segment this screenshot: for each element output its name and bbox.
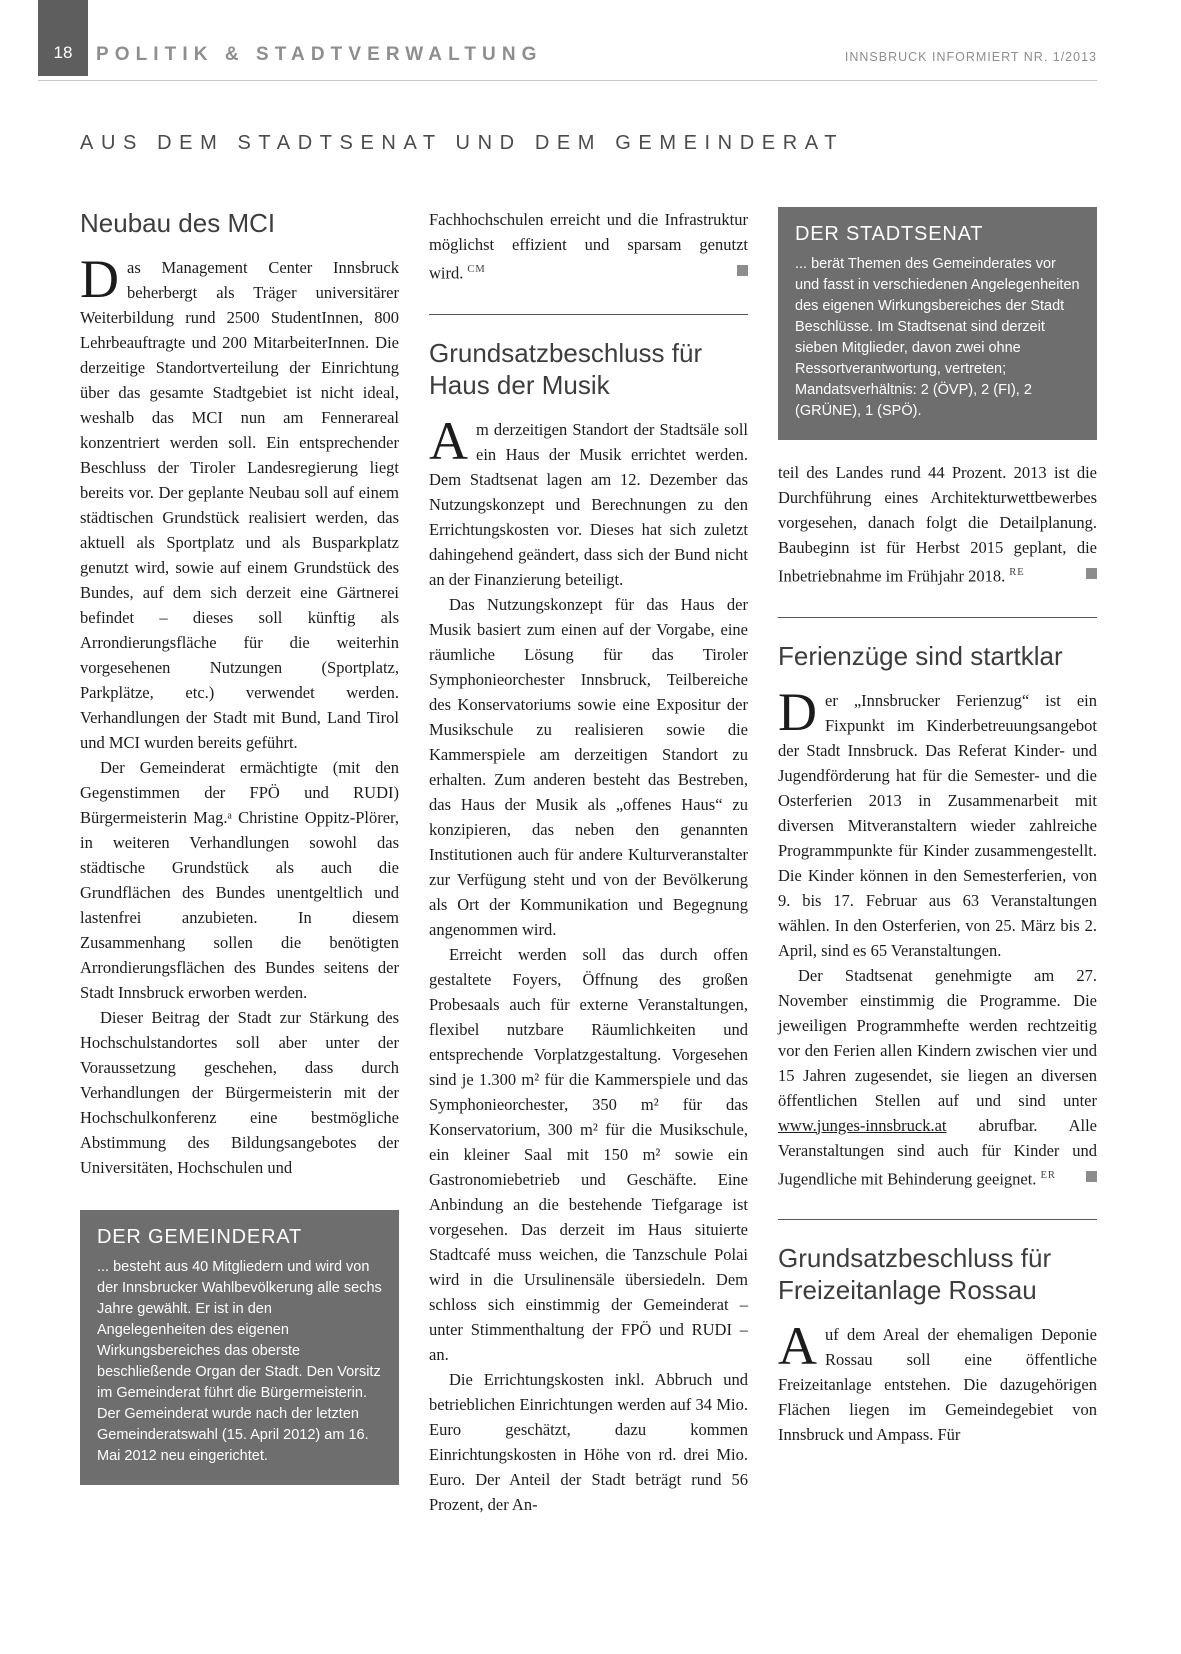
paragraph [429, 942, 748, 1367]
infobox-body: ... besteht aus 40 Mitgliedern und wird von der Innsbrucker Wahlbevölkerung alle sechs Jahre gewählt. Er ist in den Angelegenheiten des eigenen Wirkungsbereiches das oberste beschließende Organ der Stadt. Den Vorsitz im Gemeinderat führt die Bürgermeisterin. Der Gemeinderat wurde nach der letzten Gemeinderatswahl (15. April 2012) am 16. Mai 2012 neu eingerichtet. [97, 1259, 382, 1464]
paragraph [778, 681, 1097, 963]
dropcap-letter: A [429, 410, 468, 471]
article-title-rossau: Grundsatzbeschluss für Freizeitanlage Rossau [778, 1243, 1052, 1305]
paragraph-text: as Management Center Innsbruck beherbergt als Träger universitärer Weiterbildung rund 2500 StudentInnen, 800 Lehrbeauftragte und 200 MitarbeiterInnen. Die derzeitige Standortverteilung der Einrichtung über das gesamte Stadtgebiet ist nicht ideal, weshalb das MCI nun am Fennerareal konzentriert werden soll. Ein entsprechender Beschluss der Tiroler Landesregierung liegt bereits vor. Der geplante Neubau soll auf einem städtischen Grundstück realisiert werden, das aktuell als Sportplatz und als Busparkplatz genutzt wird, sowie auf einem Grundstück des Bundes, auf dem sich derzeit eine Gärtnerei befindet – dieses soll künftig als Arrondierungsfläche für die weiterhin vorgesehenen Nutzungen (Sportplatz, Parkplätze, etc.) verwendet werden. Verhandlungen der Stadt mit Bund, Land Tirol und MCI wurden bereits geführt. [80, 258, 399, 752]
infobox-gemeinderat [80, 1210, 399, 1485]
paragraph-text: uf dem Areal der ehemaligen Deponie Rossau soll eine öffentliche Freizeitanlage entstehen. Die dazugehörigen Flächen liegen im Gemeindegebiet von Innsbruck und Ampass. Für [778, 1325, 1097, 1444]
paragraph-text: er „Innsbrucker Ferienzug“ ist ein Fixpunkt im Kinderbetreuungsangebot der Stadt Innsbruck. Das Referat Kinder- und Jugendförderung hat für die Semester- und die Osterferien 2013 in Zusammenarbeit mit diversen Mitveranstaltern wieder zahlreiche Programmpunkte für Kinder zusammengestellt. Die Kinder können in den Semesterferien, von 9. bis 17. Februar aus 63 Veranstaltungen wählen. In den Osterferien, von 25. März bis 2. April, sind es 65 Veranstaltungen. [778, 690, 1097, 960]
paragraph-text: Das Nutzungskonzept für das Haus der Musik basiert zum einen auf der Vorgabe, eine räumliche Lösung für das Tiroler Symphonieorchester Innsbruck, Teilbereiche des Konservatoriums sowie eine Expositur der Musikschule zu realisieren sowie die Kammerspiele am derzeitigen Standort zu erhalten. Zum anderen besteht das Bestreben, das Haus der Musik als „offenes Haus“ zu konzipieren, das neben den genannten Institutionen auch für andere Kulturveranstalter zur Verfügung steht und von der Bevölkerung als Ort der Kommunikation und Begegnung angenommen wird. [429, 594, 748, 939]
article-title-ferienzuege: Ferienzüge sind startklar [778, 640, 1063, 671]
article-end-mark [1086, 1171, 1097, 1182]
dropcap-letter: D [778, 681, 817, 742]
author-initials: RE [1009, 567, 1025, 578]
paragraph-text: abrufbar. Alle Veranstaltungen sind auch für Kinder und Jugendliche mit Behinderung geeignet. [778, 1115, 1097, 1188]
paragraph-text: Die Errichtungskosten inkl. Abbruch und betrieblichen Einrichtungen werden auf 34 Mio. Euro geschätzt, dazu kommen Einrichtungskosten in Höhe von rd. drei Mio. Euro. Der Anteil der Stadt beträgt rund 56 Prozent, der An- [429, 1369, 748, 1514]
header-divider [38, 80, 1097, 81]
paragraph [778, 963, 1097, 1192]
author-initials: ER [1040, 1169, 1056, 1181]
paragraph [80, 1005, 399, 1180]
dropcap-letter: D [80, 249, 119, 309]
infobox-title: DER GEMEINDERAT [97, 1226, 302, 1248]
paragraph [80, 755, 399, 1005]
article-divider [778, 1219, 1097, 1220]
paragraph [80, 249, 399, 755]
paragraph-text: m derzeitigen Standort der Stadtsäle soll ein Haus der Musik errichtet werden. Dem Stadtsenat lagen am 12. Dezember das Nutzungskonzept und Berechnungen zu den Errichtungskosten vor. Dieses hat sich zuletzt dahingehend geändert, dass sich der Bund nicht an der Finanzierung beteiligt. [429, 419, 748, 589]
junges-innsbruck-link[interactable]: www.junges-innsbruck.at [778, 1115, 947, 1135]
paragraph [778, 1316, 1097, 1447]
paragraph [429, 410, 748, 592]
paragraph-continuation [778, 460, 1097, 589]
page-number-box [38, 0, 88, 76]
article-divider [778, 617, 1097, 618]
article-end-mark [1086, 568, 1097, 579]
column-1 [80, 207, 399, 1517]
paragraph-text: Der Gemeinderat ermächtigte (mit den Gegenstimmen der FPÖ und RUDI) Bürgermeisterin Mag.ᵃ Christine Oppitz-Plörer, in weiteren Verhandlungen sowohl das städtische Grundstück als auch die Grundflächen des Bundes unentgeltlich und lastenfrei anzubieten. In diesem Zusammenhang sollen die benötigten Arrondierungsflächen des Bundes seitens der Stadt Innsbruck erworben werden. [80, 758, 399, 1002]
article-columns [80, 207, 1097, 1517]
dropcap-letter: A [778, 1316, 817, 1376]
paragraph-text: teil des Landes rund 44 Prozent. 2013 ist die Durchführung eines Architekturwettbewerbes vorgesehen, danach folgt die Detailplanung. Baubeginn ist für Herbst 2015 geplant, die Inbetriebnahme im Frühjahr 2018. [778, 463, 1097, 586]
paragraph [429, 1367, 748, 1517]
paragraph [429, 592, 748, 942]
paragraph-text: Dieser Beitrag der Stadt zur Stärkung des Hochschulstandortes soll aber unter der Voraussetzung geschehen, dass durch Verhandlungen der Bürgermeisterin mit der Hochschulkonferenz eine bestmögliche Abstimmung des Bildungsangebotes der Universitäten, Hochschulen und [80, 1008, 399, 1177]
paragraph-text: Fachhochschulen erreicht und die Infrastruktur möglichst effizient und sparsam genutzt wird. [429, 210, 748, 283]
infobox-stadtsenat [778, 207, 1097, 440]
article-title-haus-der-musik: Grundsatzbeschluss für Haus der Musik [429, 337, 703, 400]
column-3 [778, 207, 1097, 1517]
kicker-title: AUS DEM STADTSENAT UND DEM GEMEINDERAT [80, 132, 845, 154]
infobox-body: ... berät Themen des Gemeinderates vor und fasst in verschiedenen Angelegenheiten des eigenen Wirkungsbereiches der Stadt Beschlüsse. Im Stadtsenat sind derzeit sieben Mitglieder, davon zwei ohne Ressortverantwortung, vertreten; Mandatsverhältnis: 2 (ÖVP), 2 (FI), 2 (GRÜNE), 1 (SPÖ). [795, 256, 1080, 419]
page-number: 18 [53, 43, 73, 62]
article-divider [429, 314, 748, 315]
author-initials: CM [467, 264, 486, 275]
paragraph-text: Erreicht werden soll das durch offen gestaltete Foyers, Öffnung des großen Probesaals auch für externe Veranstaltungen, flexibel nutzbare Räumlichkeiten und entsprechende Vorplatzgestaltung. Vorgesehen sind je 1.300 m² für die Kammerspiele und das Symphonieorchester, 350 m² für das Konservatorium, 300 m² für die Musikschule, ein kleiner Saal mit 150 m² sowie ein Gastronomiebetrieb und Geschäfte. Eine Anbindung an die bestehende Tiefgarage ist vorgesehen. Das derzeit im Haus situierte Stadtcafé muss weichen, die Tanzschule Polai wird in die Ursulinensäle übersiedeln. Dem schloss sich einstimmig der Gemeinderat – unter Stimmenthaltung der FPÖ und RUDI – an. [429, 944, 748, 1364]
article-title-mci: Neubau des MCI [80, 208, 276, 238]
issue-label: INNSBRUCK INFORMIERT NR. 1/2013 [844, 50, 1097, 64]
paragraph-text: Der Stadtsenat genehmigte am 27. November einstimmig die Programme. Die jeweiligen Programmhefte werden rechtzeitig vor den Ferien allen Kindern zwischen vier und 15 Jahren zugesendet, sie liegen an diversen öffentlichen Stellen auf und sind unter [778, 965, 1097, 1110]
section-label: POLITIK & STADTVERWALTUNG [96, 44, 543, 65]
infobox-title: DER STADTSENAT [795, 223, 984, 245]
column-2 [429, 207, 748, 1517]
article-end-mark [737, 265, 748, 276]
paragraph-continuation [429, 207, 748, 286]
